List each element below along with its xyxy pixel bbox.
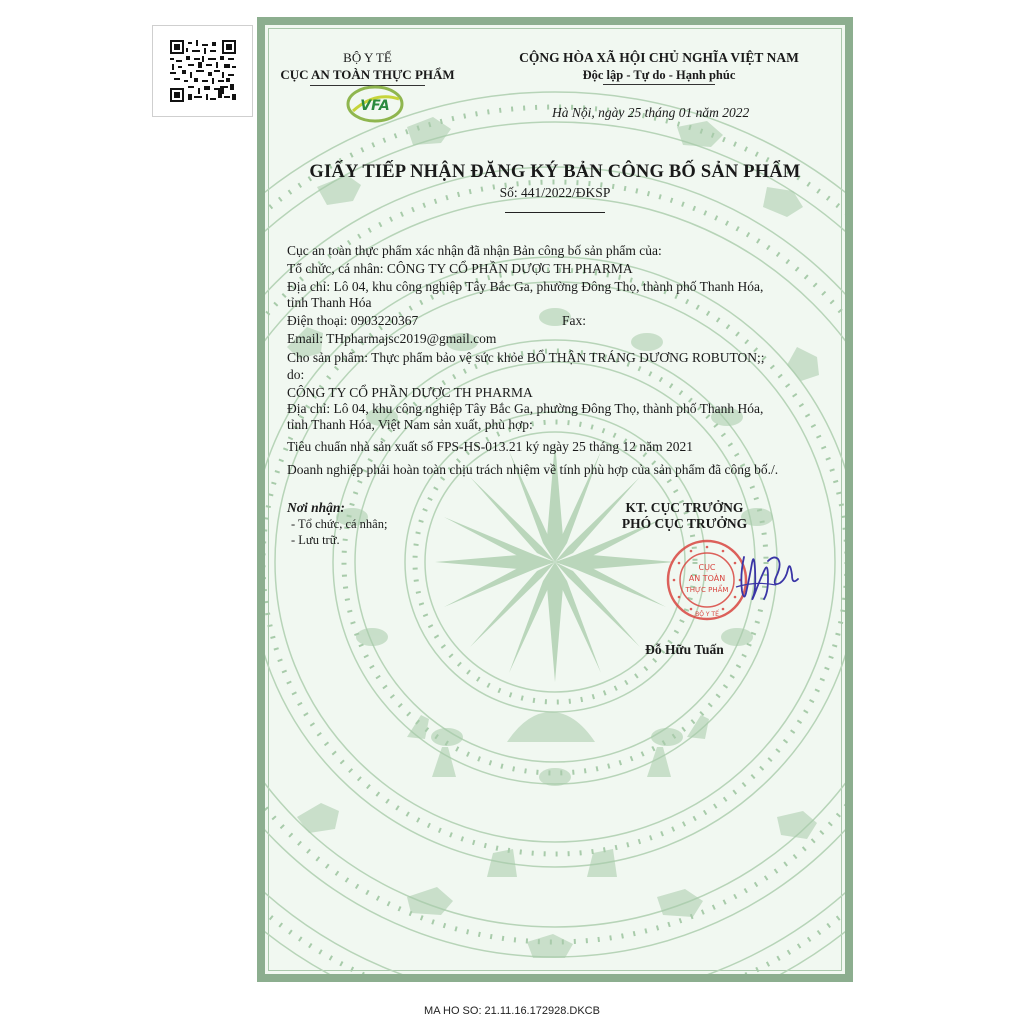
handwritten-signature <box>720 547 810 617</box>
signer-name: Đỗ Hữu Tuấn <box>645 642 724 657</box>
body-standard: Tiêu chuẩn nhà sản xuất số FPS-HS-013.21 ký ngày 25 tháng 12 năm 2021 <box>287 439 693 454</box>
body-responsibility: Doanh nghiệp phải hoàn toàn chịu trách nhiệm về tính phù hợp của sản phẩm đã công bố./. <box>287 462 779 477</box>
body-fax: Fax: <box>562 313 587 328</box>
signer-role-2: PHÓ CỤC TRƯỞNG <box>621 516 748 531</box>
body-mfr-address-2: tỉnh Thanh Hóa, Việt Nam sản xuất, phù hợp: <box>287 417 533 432</box>
body-mfr-address-1: Địa chỉ: Lô 04, khu công nghiệp Tây Bắc Ga, phường Đông Thọ, thành phố Thanh Hóa, <box>287 401 764 416</box>
stamp-text: THỰC PHẨM <box>685 586 729 594</box>
vfa-logo-icon <box>345 83 405 125</box>
body-address-2: tỉnh Thanh Hóa <box>287 295 372 310</box>
stamp-ring-text: BỘ Y TẾ <box>695 611 719 618</box>
agency-name: CỤC AN TOÀN THỰC PHẨM <box>280 67 455 82</box>
stamp-text: CỤC <box>698 563 716 572</box>
recipient-item: - Lưu trữ. <box>291 533 340 547</box>
stamp-text: AN TOÀN <box>688 574 726 583</box>
body-phone: Điện thoại: 0903220367 <box>287 313 419 328</box>
republic-name: CỘNG HÒA XÃ HỘI CHỦ NGHĨA VIỆT NAM <box>519 50 799 65</box>
qr-code-frame <box>152 25 253 117</box>
dossier-code: MA HO SO: 21.11.16.172928.DKCB <box>424 1005 600 1017</box>
body-product: Cho sản phẩm: Thực phẩm bảo vệ sức khỏe BỔ THẬN TRÁNG DƯƠNG ROBUTON;; <box>287 350 765 365</box>
body-organization: Tổ chức, cá nhân: CÔNG TY CỔ PHẦN DƯỢC TH PHARMA <box>287 261 633 276</box>
body-manufacturer: CÔNG TY CỔ PHẦN DƯỢC TH PHARMA <box>287 385 533 400</box>
recipients-heading: Nơi nhận: <box>287 500 345 515</box>
certificate-document <box>257 17 853 982</box>
ministry-name: BỘ Y TẾ <box>343 50 392 65</box>
national-motto: Độc lập - Tự do - Hạnh phúc <box>582 68 736 82</box>
recipient-item: - Tổ chức, cá nhân; <box>291 517 388 531</box>
issue-date: Hà Nội, ngày 25 tháng 01 năm 2022 <box>552 105 750 120</box>
body-email: Email: THpharmajsc2019@gmail.com <box>287 331 497 346</box>
qr-code-icon <box>170 40 236 102</box>
vfa-logo-text: VFA <box>360 98 390 114</box>
title-divider <box>505 212 605 213</box>
document-title: GIẤY TIẾP NHẬN ĐĂNG KÝ BẢN CÔNG BỐ SẢN PHẨM <box>309 162 801 182</box>
motto-underline <box>603 84 715 85</box>
signer-role-1: KT. CỤC TRƯỞNG <box>625 500 744 515</box>
document-number: Số: 441/2022/ĐKSP <box>499 185 611 200</box>
body-by: do: <box>287 367 305 382</box>
body-address-1: Địa chỉ: Lô 04, khu công nghiệp Tây Bắc Ga, phường Đông Thọ, thành phố Thanh Hóa, <box>287 279 764 294</box>
body-intro: Cục an toàn thực phẩm xác nhận đã nhận Bản công bố sản phẩm của: <box>287 243 662 258</box>
